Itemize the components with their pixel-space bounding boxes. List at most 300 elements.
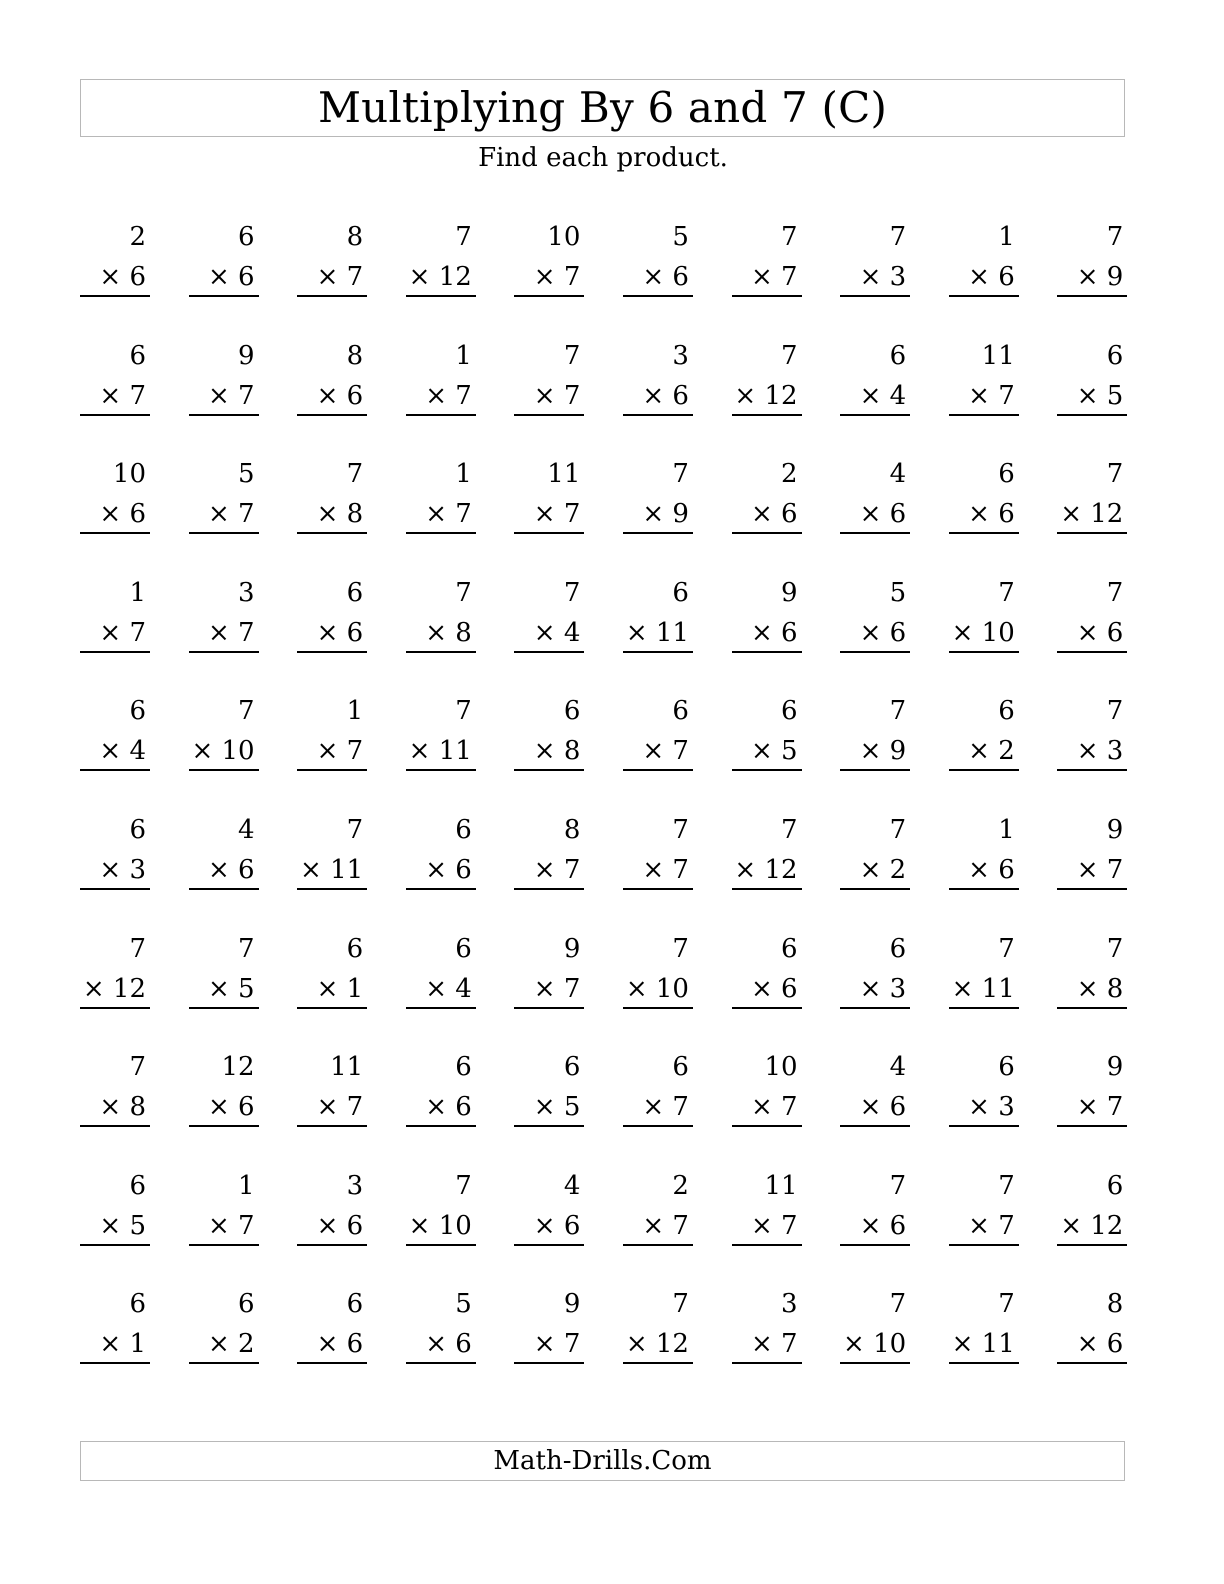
answer-line[interactable] [732, 1125, 802, 1128]
problem-2-10 [1057, 339, 1127, 419]
multiplier: × 7 [425, 380, 472, 411]
answer-line[interactable] [514, 295, 584, 298]
problem-3-2 [189, 457, 259, 537]
multiplier: × 6 [316, 617, 364, 648]
answer-line[interactable] [80, 888, 150, 891]
problem-6-6 [623, 813, 693, 893]
multiplicand: 7 [672, 459, 689, 490]
answer-line[interactable] [840, 532, 910, 535]
problem-9-7 [732, 1169, 802, 1249]
answer-line[interactable] [189, 1362, 259, 1365]
multiplicand: 7 [781, 222, 798, 252]
answer-line[interactable] [297, 295, 367, 298]
answer-line[interactable] [840, 414, 910, 417]
answer-line[interactable] [949, 414, 1019, 417]
answer-line[interactable] [623, 769, 693, 772]
multiplier: × 7 [208, 617, 255, 648]
answer-line[interactable] [514, 769, 584, 772]
answer-line[interactable] [297, 651, 367, 654]
answer-line[interactable] [1057, 532, 1127, 535]
problem-9-8 [840, 1169, 910, 1249]
problem-10-3 [297, 1287, 367, 1367]
multiplicand: 10 [764, 1052, 798, 1083]
answer-line[interactable] [1057, 1007, 1127, 1010]
answer-line[interactable] [732, 888, 802, 891]
problem-6-2 [189, 813, 259, 893]
problem-2-8 [840, 339, 910, 419]
multiplier: × 6 [208, 262, 255, 292]
multiplier: × 6 [750, 617, 798, 648]
answer-line[interactable] [189, 295, 259, 298]
multiplier: × 10 [191, 736, 255, 767]
answer-line[interactable] [1057, 1125, 1127, 1128]
problem-8-3 [297, 1050, 367, 1130]
multiplier: × 7 [533, 1329, 581, 1360]
problem-2-3 [297, 339, 367, 419]
answer-line[interactable] [949, 1007, 1019, 1010]
problem-2-1 [80, 339, 150, 419]
answer-line[interactable] [732, 414, 802, 417]
multiplier: × 7 [533, 262, 581, 292]
problem-5-4 [406, 694, 476, 774]
multiplier: × 7 [316, 1092, 364, 1123]
answer-line[interactable] [297, 1244, 367, 1247]
problem-2-7 [732, 339, 802, 419]
answer-line[interactable] [840, 1362, 910, 1365]
problem-8-10 [1057, 1050, 1127, 1130]
multiplicand: 6 [455, 933, 472, 964]
multiplicand: 1 [998, 222, 1015, 252]
page-title: Multiplying By 6 and 7 (C) [317, 83, 888, 132]
multiplicand: 1 [455, 340, 472, 371]
answer-line[interactable] [949, 1362, 1019, 1365]
problem-3-9 [949, 457, 1019, 537]
answer-line[interactable] [406, 1007, 476, 1010]
multiplicand: 6 [238, 1289, 255, 1320]
answer-line[interactable] [514, 532, 584, 535]
problem-5-2 [189, 694, 259, 774]
multiplier: × 7 [642, 1092, 689, 1123]
multiplier: × 8 [533, 736, 581, 767]
answer-line[interactable] [949, 888, 1019, 891]
multiplier: × 4 [533, 617, 581, 648]
multiplicand: 3 [672, 340, 689, 371]
multiplier: × 5 [208, 973, 255, 1004]
problem-7-6 [623, 932, 693, 1012]
multiplicand: 7 [455, 222, 472, 252]
answer-line[interactable] [623, 295, 693, 298]
answer-line[interactable] [1057, 1244, 1127, 1247]
multiplicand: 9 [563, 1289, 581, 1320]
multiplicand: 6 [998, 459, 1015, 490]
multiplier: × 6 [1076, 617, 1124, 648]
answer-line[interactable] [297, 532, 367, 535]
multiplier: × 6 [316, 1210, 364, 1241]
answer-line[interactable] [297, 888, 367, 891]
multiplicand: 5 [672, 222, 689, 252]
problem-10-4 [406, 1287, 476, 1367]
multiplicand: 11 [547, 459, 581, 490]
multiplier: × 11 [625, 617, 689, 648]
multiplicand: 7 [889, 1289, 907, 1320]
multiplicand: 6 [129, 814, 146, 845]
answer-line[interactable] [80, 1244, 150, 1247]
answer-line[interactable] [80, 414, 150, 417]
problem-3-6 [623, 457, 693, 537]
multiplier: × 7 [316, 262, 364, 292]
multiplier: × 12 [1060, 499, 1124, 530]
multiplicand: 7 [1106, 459, 1124, 490]
multiplicand: 7 [346, 459, 364, 490]
answer-line[interactable] [189, 888, 259, 891]
problem-6-1 [80, 813, 150, 893]
multiplier: × 10 [951, 617, 1015, 648]
title-box [80, 79, 1125, 137]
answer-line[interactable] [732, 1007, 802, 1010]
answer-line[interactable] [80, 1125, 150, 1128]
problem-3-5 [514, 457, 584, 537]
problem-10-5 [514, 1287, 584, 1367]
problem-7-1 [80, 932, 150, 1012]
multiplier: × 7 [642, 1210, 689, 1241]
multiplicand: 4 [889, 1052, 907, 1083]
multiplier: × 6 [425, 1329, 472, 1360]
multiplicand: 7 [1106, 577, 1124, 608]
multiplier: × 6 [859, 617, 907, 648]
problem-1-2 [189, 220, 259, 300]
multiplier: × 7 [750, 262, 798, 292]
problem-5-3 [297, 694, 367, 774]
answer-line[interactable] [840, 769, 910, 772]
multiplicand: 5 [238, 459, 255, 490]
multiplicand: 7 [998, 1289, 1015, 1320]
answer-line[interactable] [623, 1244, 693, 1247]
multiplier: × 7 [208, 380, 255, 411]
answer-line[interactable] [1057, 1362, 1127, 1365]
multiplicand: 3 [346, 1170, 364, 1201]
answer-line[interactable] [1057, 651, 1127, 654]
multiplier: × 7 [1076, 854, 1124, 885]
answer-line[interactable] [406, 888, 476, 891]
multiplicand: 6 [129, 1170, 146, 1201]
answer-line[interactable] [623, 532, 693, 535]
answer-line[interactable] [1057, 295, 1127, 298]
answer-line[interactable] [189, 769, 259, 772]
multiplier: × 9 [642, 499, 689, 530]
problem-4-3 [297, 576, 367, 656]
answer-line[interactable] [189, 414, 259, 417]
multiplicand: 5 [889, 577, 907, 608]
answer-line[interactable] [189, 1125, 259, 1128]
multiplier: × 11 [951, 973, 1015, 1004]
multiplicand: 7 [672, 933, 689, 964]
answer-line[interactable] [297, 414, 367, 417]
answer-line[interactable] [80, 295, 150, 298]
multiplicand: 9 [781, 577, 798, 608]
answer-line[interactable] [732, 1244, 802, 1247]
multiplier: × 3 [859, 973, 907, 1004]
answer-line[interactable] [514, 651, 584, 654]
multiplier: × 6 [968, 499, 1015, 530]
answer-line[interactable] [1057, 888, 1127, 891]
answer-line[interactable] [80, 532, 150, 535]
multiplicand: 6 [129, 696, 146, 727]
problem-5-8 [840, 694, 910, 774]
multiplicand: 5 [455, 1289, 472, 1320]
problem-5-6 [623, 694, 693, 774]
multiplicand: 4 [238, 814, 255, 845]
multiplicand: 12 [221, 1052, 255, 1083]
multiplier: × 6 [425, 1092, 472, 1123]
problem-5-10 [1057, 694, 1127, 774]
multiplicand: 7 [998, 577, 1015, 608]
answer-line[interactable] [406, 1125, 476, 1128]
multiplier: × 3 [1076, 736, 1124, 767]
problem-4-2 [189, 576, 259, 656]
multiplicand: 6 [346, 933, 364, 964]
multiplier: × 12 [625, 1329, 689, 1360]
answer-line[interactable] [514, 888, 584, 891]
multiplicand: 6 [672, 1052, 689, 1083]
answer-line[interactable] [623, 414, 693, 417]
multiplier: × 6 [425, 854, 472, 885]
multiplier: × 12 [734, 854, 798, 885]
answer-line[interactable] [189, 1244, 259, 1247]
footer-text: Math-Drills.Com [493, 1446, 712, 1476]
multiplier: × 6 [750, 973, 798, 1004]
multiplicand: 11 [330, 1052, 364, 1083]
multiplicand: 7 [1106, 933, 1124, 964]
answer-line[interactable] [80, 651, 150, 654]
multiplicand: 7 [1106, 696, 1124, 727]
multiplier: × 5 [1076, 380, 1124, 411]
multiplicand: 8 [346, 340, 364, 371]
answer-line[interactable] [840, 1125, 910, 1128]
multiplicand: 7 [238, 696, 255, 727]
multiplicand: 7 [781, 340, 798, 371]
problem-10-8 [840, 1287, 910, 1367]
multiplier: × 6 [99, 262, 146, 292]
multiplicand: 8 [563, 814, 581, 845]
multiplier: × 6 [968, 854, 1015, 885]
multiplier: × 5 [99, 1210, 146, 1241]
answer-line[interactable] [732, 295, 802, 298]
multiplicand: 7 [781, 814, 798, 845]
answer-line[interactable] [732, 1362, 802, 1365]
multiplier: × 6 [859, 499, 907, 530]
multiplicand: 7 [998, 933, 1015, 964]
multiplicand: 6 [998, 696, 1015, 727]
answer-line[interactable] [406, 651, 476, 654]
answer-line[interactable] [949, 295, 1019, 298]
multiplicand: 9 [1106, 1052, 1124, 1083]
multiplier: × 7 [533, 854, 581, 885]
answer-line[interactable] [189, 651, 259, 654]
multiplicand: 11 [981, 340, 1015, 371]
answer-line[interactable] [623, 651, 693, 654]
multiplicand: 7 [455, 1170, 472, 1201]
multiplicand: 6 [672, 696, 689, 727]
problem-3-4 [406, 457, 476, 537]
answer-line[interactable] [732, 532, 802, 535]
problem-9-6 [623, 1169, 693, 1249]
multiplier: × 1 [99, 1329, 146, 1360]
multiplier: × 11 [408, 736, 472, 767]
multiplier: × 4 [859, 380, 907, 411]
multiplicand: 3 [781, 1289, 798, 1320]
answer-line[interactable] [514, 1007, 584, 1010]
answer-line[interactable] [949, 1244, 1019, 1247]
multiplicand: 2 [129, 222, 146, 252]
problem-2-6 [623, 339, 693, 419]
answer-line[interactable] [732, 769, 802, 772]
multiplicand: 4 [563, 1170, 581, 1201]
problem-6-8 [840, 813, 910, 893]
multiplier: × 3 [99, 854, 146, 885]
answer-line[interactable] [514, 1125, 584, 1128]
answer-line[interactable] [840, 888, 910, 891]
multiplier: × 11 [951, 1329, 1015, 1360]
problem-6-10 [1057, 813, 1127, 893]
answer-line[interactable] [949, 532, 1019, 535]
answer-line[interactable] [297, 1362, 367, 1365]
multiplier: × 3 [968, 1092, 1015, 1123]
multiplicand: 6 [238, 222, 255, 252]
multiplicand: 9 [1106, 814, 1124, 845]
multiplier: × 6 [968, 262, 1015, 292]
problem-8-8 [840, 1050, 910, 1130]
multiplicand: 6 [889, 933, 907, 964]
answer-line[interactable] [1057, 769, 1127, 772]
problem-5-7 [732, 694, 802, 774]
answer-line[interactable] [514, 1244, 584, 1247]
answer-line[interactable] [514, 1362, 584, 1365]
problem-10-9 [949, 1287, 1019, 1367]
answer-line[interactable] [406, 1244, 476, 1247]
multiplicand: 7 [672, 814, 689, 845]
problem-1-6 [623, 220, 693, 300]
answer-line[interactable] [406, 1362, 476, 1365]
multiplicand: 7 [889, 696, 907, 727]
answer-line[interactable] [949, 651, 1019, 654]
problem-1-9 [949, 220, 1019, 300]
problem-9-2 [189, 1169, 259, 1249]
multiplier: × 2 [968, 736, 1015, 767]
problem-8-7 [732, 1050, 802, 1130]
footer-box [80, 1441, 1125, 1481]
multiplicand: 1 [238, 1170, 255, 1201]
problem-6-9 [949, 813, 1019, 893]
multiplicand: 7 [889, 222, 907, 252]
answer-line[interactable] [189, 1007, 259, 1010]
problem-3-8 [840, 457, 910, 537]
multiplier: × 12 [734, 380, 798, 411]
multiplier: × 7 [750, 1210, 798, 1241]
multiplicand: 8 [346, 222, 364, 252]
problem-2-5 [514, 339, 584, 419]
multiplicand: 7 [129, 933, 146, 964]
answer-line[interactable] [80, 769, 150, 772]
multiplier: × 6 [316, 380, 364, 411]
multiplier: × 5 [750, 736, 798, 767]
answer-line[interactable] [949, 769, 1019, 772]
answer-line[interactable] [297, 769, 367, 772]
multiplier: × 6 [533, 1210, 581, 1241]
multiplier: × 6 [1076, 1329, 1124, 1360]
multiplier: × 7 [316, 736, 364, 767]
multiplier: × 6 [642, 262, 689, 292]
multiplicand: 7 [889, 1170, 907, 1201]
problem-7-4 [406, 932, 476, 1012]
multiplier: × 8 [1076, 973, 1124, 1004]
problem-3-3 [297, 457, 367, 537]
problem-5-1 [80, 694, 150, 774]
multiplier: × 6 [99, 499, 146, 530]
multiplier: × 7 [642, 736, 689, 767]
multiplier: × 7 [750, 1092, 798, 1123]
answer-line[interactable] [189, 532, 259, 535]
answer-line[interactable] [1057, 414, 1127, 417]
problem-4-5 [514, 576, 584, 656]
answer-line[interactable] [949, 1125, 1019, 1128]
multiplier: × 11 [300, 854, 364, 885]
multiplier: × 7 [533, 973, 581, 1004]
answer-line[interactable] [840, 1244, 910, 1247]
problem-1-7 [732, 220, 802, 300]
answer-line[interactable] [297, 1007, 367, 1010]
problem-9-9 [949, 1169, 1019, 1249]
multiplicand: 6 [346, 577, 364, 608]
multiplier: × 7 [208, 1210, 255, 1241]
multiplicand: 6 [781, 933, 798, 964]
answer-line[interactable] [406, 295, 476, 298]
answer-line[interactable] [623, 1125, 693, 1128]
multiplicand: 6 [563, 696, 581, 727]
multiplier: × 2 [208, 1329, 255, 1360]
multiplicand: 1 [346, 696, 364, 727]
problem-3-10 [1057, 457, 1127, 537]
multiplier: × 6 [208, 854, 255, 885]
answer-line[interactable] [406, 414, 476, 417]
answer-line[interactable] [840, 295, 910, 298]
multiplier: × 7 [1076, 1092, 1124, 1123]
answer-line[interactable] [80, 1007, 150, 1010]
multiplier: × 7 [533, 380, 581, 411]
multiplier: × 7 [642, 854, 689, 885]
answer-line[interactable] [80, 1362, 150, 1365]
answer-line[interactable] [623, 1362, 693, 1365]
answer-line[interactable] [406, 769, 476, 772]
answer-line[interactable] [623, 1007, 693, 1010]
answer-line[interactable] [406, 532, 476, 535]
problem-7-5 [514, 932, 584, 1012]
problem-1-5 [514, 220, 584, 300]
multiplicand: 6 [129, 340, 146, 371]
multiplicand: 6 [129, 1289, 146, 1320]
multiplier: × 12 [1060, 1210, 1124, 1241]
problem-9-1 [80, 1169, 150, 1249]
answer-line[interactable] [840, 1007, 910, 1010]
answer-line[interactable] [514, 414, 584, 417]
instructions: Find each product. [478, 143, 728, 173]
multiplier: × 4 [425, 973, 472, 1004]
problem-10-6 [623, 1287, 693, 1367]
answer-line[interactable] [840, 651, 910, 654]
answer-line[interactable] [297, 1125, 367, 1128]
answer-line[interactable] [623, 888, 693, 891]
answer-line[interactable] [732, 651, 802, 654]
multiplicand: 6 [563, 1052, 581, 1083]
